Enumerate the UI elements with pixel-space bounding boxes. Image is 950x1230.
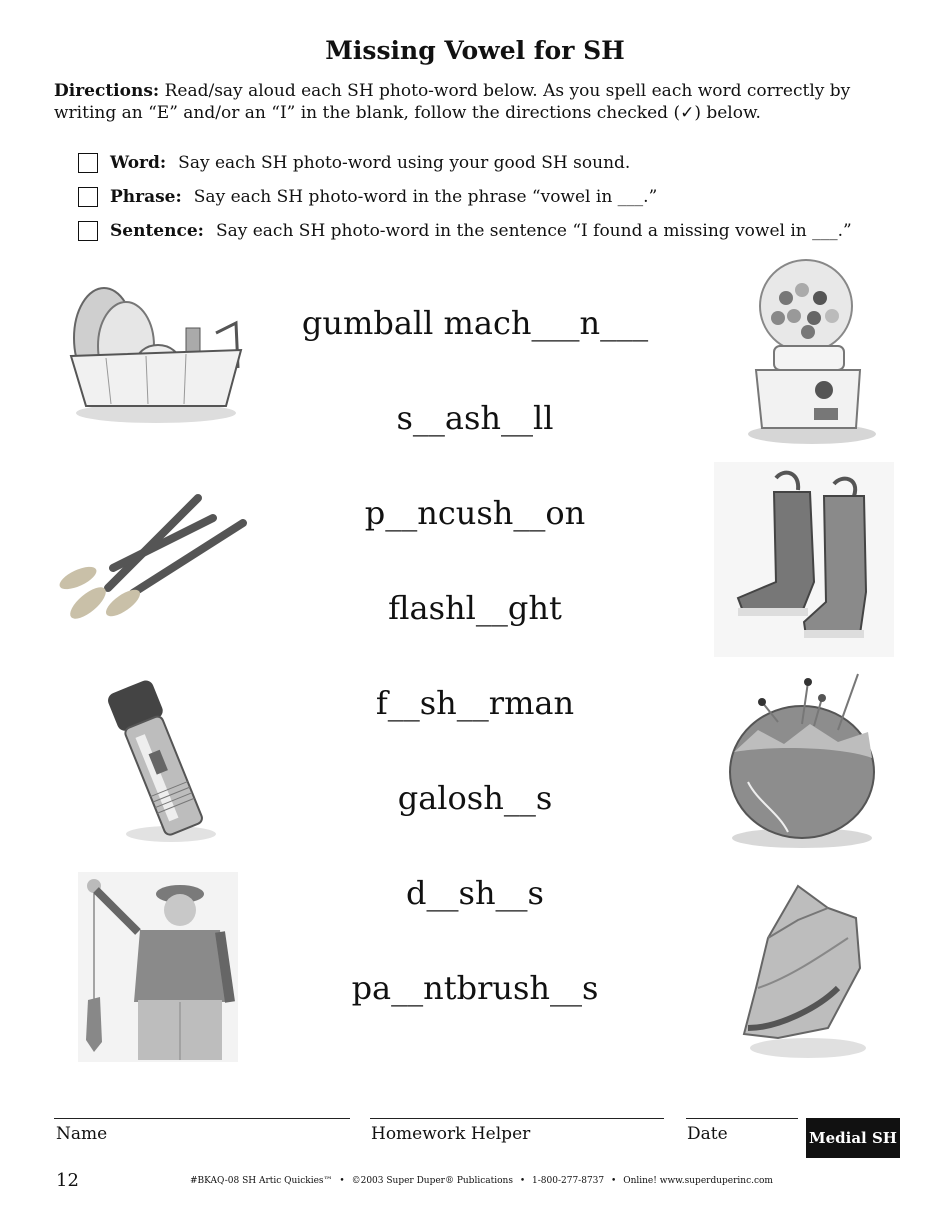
seashell-photo — [738, 878, 868, 1063]
fisherman-photo — [78, 872, 238, 1062]
word-fisherman: f__sh__rman — [375, 684, 575, 722]
checklist-item-sentence — [78, 214, 852, 248]
word-galoshes: galosh__s — [397, 779, 553, 817]
word-checkbox[interactable] — [78, 153, 98, 173]
paintbrushes-photo — [58, 488, 253, 628]
footer-code: #BKAQ-08 SH Artic Quickies™ — [190, 1176, 333, 1186]
gumball-machine-photo — [734, 258, 884, 448]
footer-sep-3: • — [611, 1176, 617, 1186]
dish-rack-photo — [66, 278, 246, 428]
footer-sep-2: • — [519, 1176, 526, 1186]
checklist-item-phrase — [78, 180, 852, 214]
page-number: 12 — [56, 1170, 79, 1191]
checklist-item-word — [78, 146, 852, 180]
page-title: Missing Vowel for SH — [325, 36, 625, 65]
checklist — [78, 146, 852, 248]
footer — [190, 1176, 777, 1186]
word-seashell: s__ash__ll — [396, 399, 554, 437]
name-line[interactable] — [54, 1118, 350, 1119]
galoshes-photo — [714, 462, 894, 657]
phrase-text: Say each SH photo-word in the phrase “vowel in ___.” — [193, 187, 658, 207]
footer-phone: 1-800-277-8737 — [532, 1176, 605, 1186]
directions-text: Read/say aloud each SH photo-word below. As you spell each word correctly by writing an “E” and/or an “I” in the blank, follow the directions checked (✓) below. — [54, 81, 851, 123]
sentence-text: Say each SH photo-word in the sentence “I found a missing vowel in ___.” — [215, 221, 852, 241]
word-gumball-machine: gumball mach___n___ — [301, 304, 649, 342]
name-label: Name — [56, 1124, 108, 1144]
word-label: Word: — [110, 153, 167, 173]
sentence-checkbox[interactable] — [78, 221, 98, 241]
footer-copyright: ©2003 Super Duper® Publications — [351, 1176, 513, 1186]
phrase-label: Phrase: — [110, 187, 182, 207]
word-flashlight: flashl__ght — [388, 589, 562, 627]
flashlight-photo — [96, 672, 226, 847]
date-label: Date — [687, 1124, 728, 1144]
homework-helper-label: Homework Helper — [371, 1124, 531, 1144]
homework-helper-line[interactable] — [370, 1118, 664, 1119]
phrase-checkbox[interactable] — [78, 187, 98, 207]
directions — [54, 80, 904, 124]
footer-sep-1: • — [339, 1176, 345, 1186]
date-line[interactable] — [686, 1118, 798, 1119]
word-dishes: d__sh__s — [406, 874, 544, 912]
directions-label: Directions: — [54, 81, 160, 101]
pincushion-photo — [718, 672, 888, 852]
sentence-label: Sentence: — [110, 221, 204, 241]
word-text: Say each SH photo-word using your good SH sound. — [178, 153, 631, 173]
word-pincushion: p__ncush__on — [364, 494, 586, 532]
medial-sh-badge: Medial SH — [806, 1118, 900, 1158]
word-list — [250, 298, 700, 1058]
word-paintbrushes: pa__ntbrush__s — [351, 969, 599, 1007]
footer-web: Online! www.superduperinc.com — [623, 1176, 773, 1186]
